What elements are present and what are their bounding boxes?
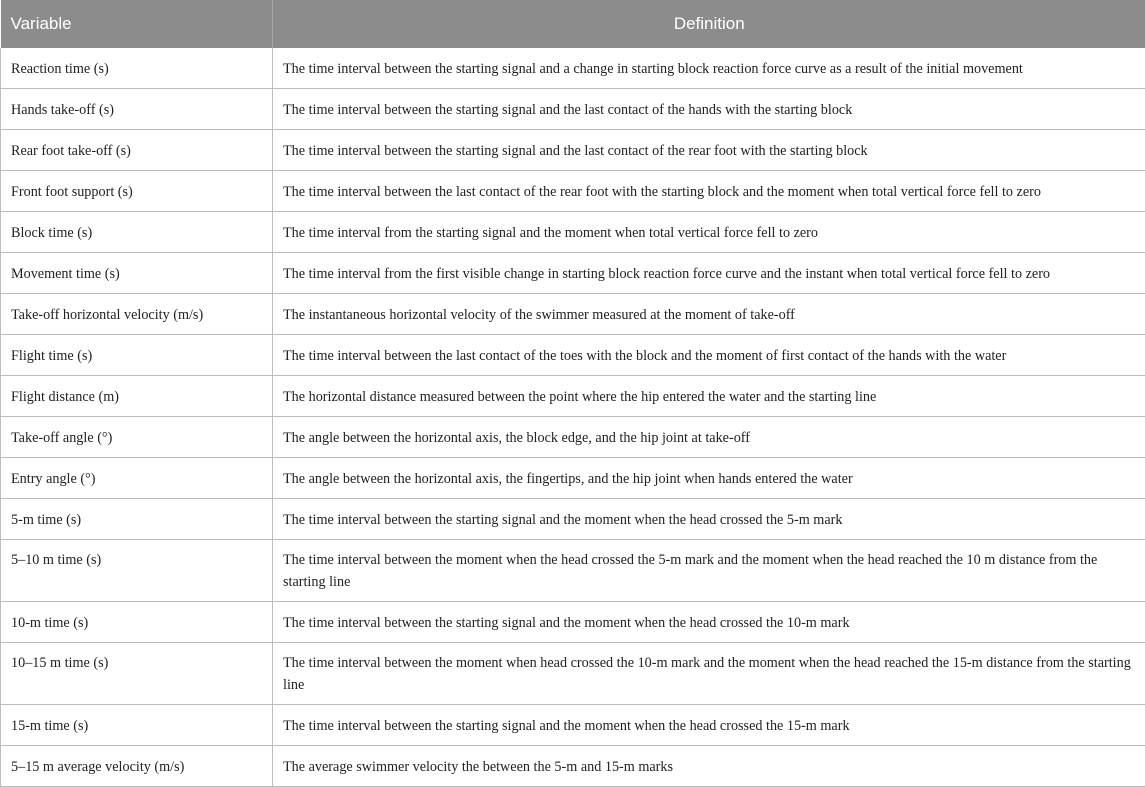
variable-cell: Rear foot take-off (s) — [1, 130, 273, 171]
definition-cell: The time interval between the starting signal and the moment when the head crossed the 10-m mark — [273, 602, 1145, 643]
table-row — [1, 602, 1145, 643]
variable-cell: Take-off angle (°) — [1, 417, 273, 458]
variable-cell: Block time (s) — [1, 212, 273, 253]
header-variable: Variable — [1, 0, 273, 48]
definition-cell: The angle between the horizontal axis, the fingertips, and the hip joint when hands entered the water — [273, 458, 1145, 499]
header-row — [1, 0, 1145, 48]
table-row — [1, 48, 1145, 89]
variable-cell: 10-m time (s) — [1, 602, 273, 643]
variable-cell: Front foot support (s) — [1, 171, 273, 212]
table-row — [1, 417, 1145, 458]
table-row — [1, 376, 1145, 417]
definition-cell: The time interval between the starting signal and the last contact of the rear foot with the starting block — [273, 130, 1145, 171]
variable-cell: 5–15 m average velocity (m/s) — [1, 746, 273, 787]
variable-cell: Flight distance (m) — [1, 376, 273, 417]
definition-cell: The time interval from the first visible change in starting block reaction force curve and the instant when total vertical force fell to zero — [273, 253, 1145, 294]
definition-cell: The time interval between the moment when head crossed the 10-m mark and the moment when the head reached the 15-m distance from the starting line — [273, 643, 1145, 705]
table-row — [1, 705, 1145, 746]
table-row — [1, 171, 1145, 212]
table-row — [1, 89, 1145, 130]
table-row — [1, 253, 1145, 294]
variable-cell: 15-m time (s) — [1, 705, 273, 746]
table-row — [1, 746, 1145, 787]
variable-cell: Entry angle (°) — [1, 458, 273, 499]
definition-cell: The horizontal distance measured between the point where the hip entered the water and the starting line — [273, 376, 1145, 417]
definition-cell: The time interval between the starting signal and the last contact of the hands with the starting block — [273, 89, 1145, 130]
header-definition: Definition — [273, 0, 1145, 48]
variable-cell: Movement time (s) — [1, 253, 273, 294]
table-row — [1, 212, 1145, 253]
table-header — [1, 0, 1145, 48]
table-body — [1, 48, 1145, 787]
definition-cell: The time interval between the last contact of the toes with the block and the moment of first contact of the hands with the water — [273, 335, 1145, 376]
table-row — [1, 458, 1145, 499]
table-row — [1, 130, 1145, 171]
variable-cell: 5-m time (s) — [1, 499, 273, 540]
variable-cell: Reaction time (s) — [1, 48, 273, 89]
variable-cell: Take-off horizontal velocity (m/s) — [1, 294, 273, 335]
table-row — [1, 540, 1145, 602]
definition-cell: The time interval from the starting signal and the moment when total vertical force fell to zero — [273, 212, 1145, 253]
definition-cell: The instantaneous horizontal velocity of the swimmer measured at the moment of take-off — [273, 294, 1145, 335]
definition-cell: The angle between the horizontal axis, the block edge, and the hip joint at take-off — [273, 417, 1145, 458]
variable-cell: Hands take-off (s) — [1, 89, 273, 130]
definition-cell: The time interval between the starting signal and the moment when the head crossed the 15-m mark — [273, 705, 1145, 746]
variable-cell: Flight time (s) — [1, 335, 273, 376]
variable-cell: 10–15 m time (s) — [1, 643, 273, 705]
table-row — [1, 335, 1145, 376]
definition-cell: The time interval between the moment when the head crossed the 5-m mark and the moment when the head reached the 10 m distance from the starting line — [273, 540, 1145, 602]
definition-cell: The time interval between the last contact of the rear foot with the starting block and the moment when total vertical force fell to zero — [273, 171, 1145, 212]
definition-cell: The time interval between the starting signal and a change in starting block reaction force curve as a result of the initial movement — [273, 48, 1145, 89]
table-row — [1, 499, 1145, 540]
definition-cell: The average swimmer velocity the between the 5-m and 15-m marks — [273, 746, 1145, 787]
table-row — [1, 643, 1145, 705]
table-row — [1, 294, 1145, 335]
variable-cell: 5–10 m time (s) — [1, 540, 273, 602]
definition-cell: The time interval between the starting signal and the moment when the head crossed the 5-m mark — [273, 499, 1145, 540]
